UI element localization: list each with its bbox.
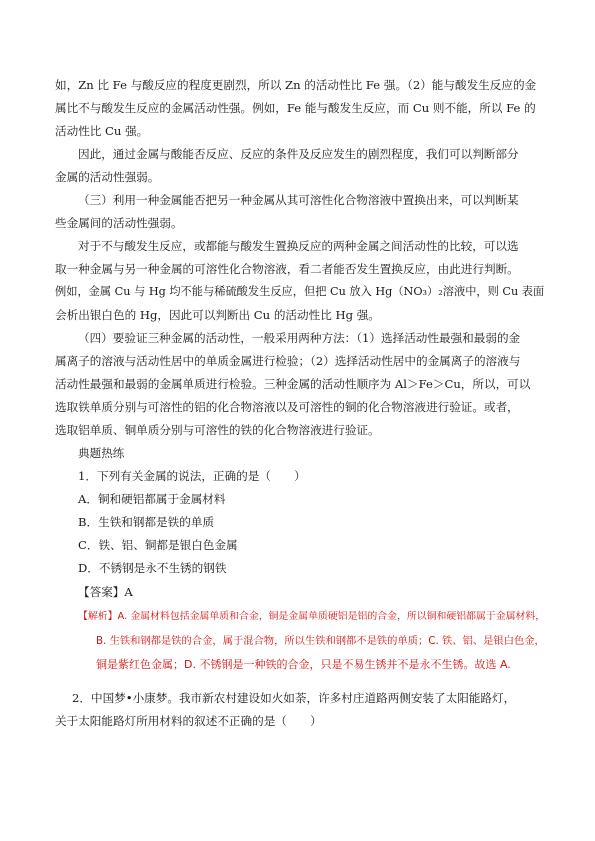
para2-line1: 因此，通过金属与酸能否反应、反应的条件及反应发生的剧烈程度，我们可以判断部分 (78, 147, 519, 161)
q1-option-a: A．铜和硬铝都属于金属材料 (78, 492, 226, 506)
q1-explanation-line3: 铜是紫红色金属；D. 不锈钢是一种铁的合金，只是不易生锈并不是永不生锈。故选 A. (96, 658, 511, 671)
q1-option-c: C．铁、铝、铜都是银白色金属 (78, 538, 238, 552)
para4-line1: 对于不与酸发生反应，或都能与酸发生置换反应的两种金属之间活动性的比较，可以选 (78, 239, 519, 253)
para1-line3: 活动性比 Cu 强。 (55, 124, 149, 138)
para5-line2: 属离子的溶液与活动性居中的单质金属进行检验；（2）选择活动性居中的金属离子的溶液与 (55, 354, 521, 368)
para5-line5: 选取铝单质、铜单质分别与可溶性的铁的化合物溶液进行验证。 (55, 423, 380, 437)
para4-line2: 取一种金属与另一种金属的可溶性化合物溶液，看二者能否发生置换反应，由此进行判断。 (55, 262, 519, 276)
q1-option-b: B．生铁和钢都是铁的单质 (78, 515, 215, 529)
para5-line3: 活动性最强和最弱的金属单质进行检验。三种金属的活动性顺序为 Al＞Fe＞Cu，所以，可以 (55, 377, 531, 391)
para2-line2: 金属的活动性强弱。 (55, 170, 160, 184)
q2-stem-line2: 关于太阳能路灯所用材料的叙述不正确的是（ ） (55, 714, 322, 728)
q1-explanation-line1: 【解析】A. 金属材料包括金属单质和合金，铜是金属单质硬铝是铝的合金，所以铜和硬铝都属于金属材料， (78, 611, 546, 622)
section-title: 典题热练 (78, 446, 125, 460)
q1-stem: 1．下列有关金属的说法，正确的是（ ） (78, 469, 306, 483)
q2-stem-line1: 2．中国梦•小康梦。我市新农村建设如火如荼，许多村庄道路两侧安装了太阳能路灯， (72, 691, 516, 705)
para4-line4: 会析出银白色的 Hg，因此可以判断出 Cu 的活动性比 Hg 强。 (55, 308, 380, 322)
para3-line1: （三）利用一种金属能否把另一种金属从其可溶性化合物溶液中置换出来，可以判断某 (78, 193, 519, 207)
para5-line1: （四）要验证三种金属的活动性，一般采用两种方法：（1）选择活动性最强和最弱的金 (78, 331, 521, 345)
para1-line1: 如，Zn 比 Fe 与酸反应的程度更剧烈，所以 Zn 的活动性比 Fe 强。（2）能与酸发生反应的金 (55, 78, 537, 92)
q1-answer: 【答案】A (78, 585, 133, 599)
para5-line4: 选取铁单质分别与可溶性的铝的化合物溶液以及可溶性的铜的化合物溶液进行验证。或者， (55, 400, 519, 414)
para3-line2: 些金属间的活动性强弱。 (55, 216, 183, 230)
q1-explanation-line2: B. 生铁和钢都是铁的合金，属于混合物，所以生铁和钢都不是铁的单质；C. 铁、铝、是银白色金， (96, 635, 545, 647)
para4-line3: 例如，金属 Cu 与 Hg 均不能与稀硫酸发生反应，但把 Cu 放入 Hg（NO₃）₂溶液中，则 Cu 表面 (55, 285, 545, 298)
q1-option-d: D．不锈钢是永不生锈的钢铁 (78, 561, 227, 575)
para1-line2: 属比不与酸发生反应的金属活动性强。例如，Fe 能与酸发生反应，而 Cu 则不能，所以 Fe 的 (55, 101, 536, 115)
